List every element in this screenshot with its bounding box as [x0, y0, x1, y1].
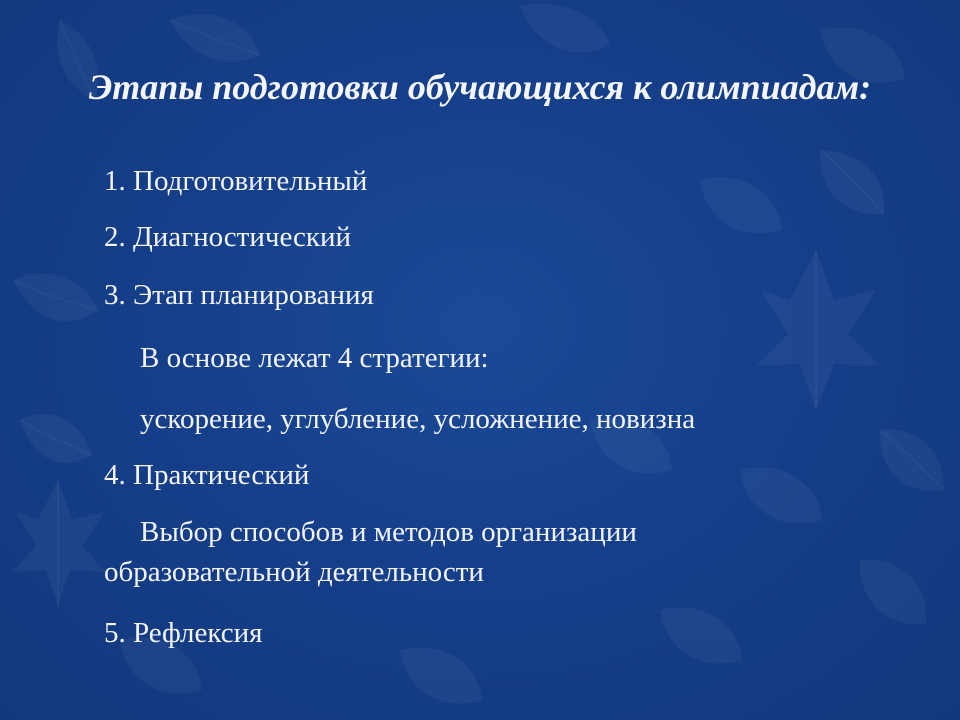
description-line: Выбор способов и методов организации [140, 516, 637, 548]
slide-title: Этапы подготовки обучающихся к олимпиадам: [88, 67, 872, 107]
leaf-icon [740, 467, 822, 523]
leaf-icon [520, 4, 610, 52]
leaf-icon [700, 177, 782, 233]
leaf-icon [756, 250, 880, 410]
leaf-icon [660, 607, 742, 663]
practical-stage-description [104, 512, 637, 592]
leaf-icon [400, 647, 482, 703]
list-item: 4. Практический [104, 459, 310, 491]
list-item: 3. Этап планирования [104, 279, 374, 311]
list-item: 2. Диагностический [104, 221, 352, 253]
list-item: В основе лежат 4 стратегии: [140, 342, 489, 374]
leaf-icon [860, 560, 926, 625]
list-item: ускорение, углубление, усложнение, новизна [140, 403, 696, 435]
list-item: 1. Подготовительный [104, 165, 368, 197]
description-line: образовательной деятельности [104, 556, 484, 588]
list-item: 5. Рефлексия [104, 617, 263, 649]
